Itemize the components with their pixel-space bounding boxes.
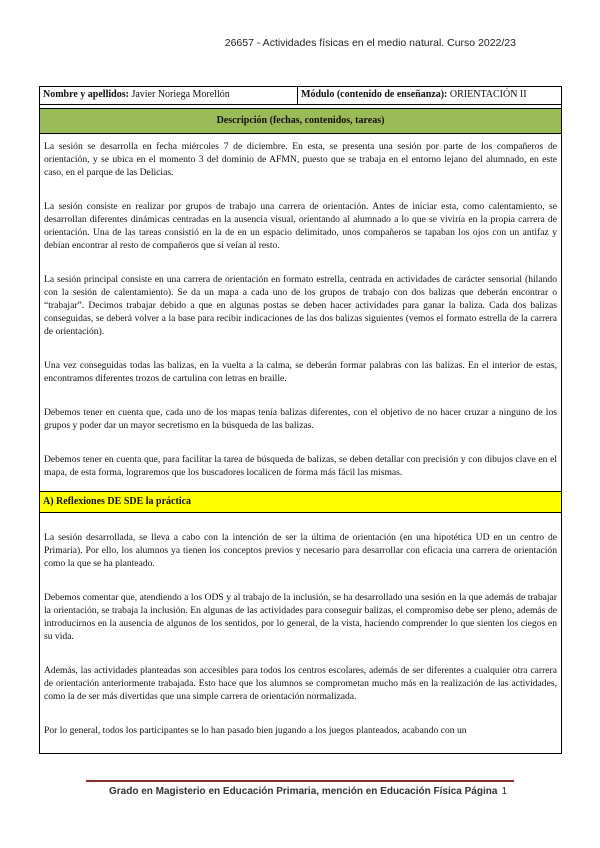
name-value: Javier Noriega Morellón: [131, 89, 230, 100]
description-paragraph: Debemos tener en cuenta que, para facilitar la tarea de búsqueda de balizas, se deben detallar con precisión y con dibujos clave en el mapa, de esta forma, lograremos que los buscadores localicen de forma más fácil las mismas.: [44, 454, 557, 478]
module-value: ORIENTACIÓN II: [449, 89, 527, 100]
description-title: Descripción (fechas, contenidos, tareas): [40, 109, 561, 134]
page-header: 26657 - Actividades físicas en el medio natural. Curso 2022/23: [224, 37, 516, 49]
reflections-title: A) Reflexiones DE SDE la práctica: [40, 491, 561, 513]
description-paragraph: La sesión consiste en realizar por grupos de trabajo una carrera de orientación. Antes de iniciar esta, como calentamiento, se desarrollan diferentes dinámicas centradas en la ausencia visual, orientando al alumnado a lo que se viviría en la propia carrera de orientación. Una de las tareas consistió en la de en un espacio delimitado, unos compañeros se tapaban los ojos con un antifaz y debían encontrar al resto de compañeros que sí veían al resto.: [44, 201, 557, 251]
footer-divider: [86, 780, 514, 782]
reflection-paragraph: Además, las actividades planteadas son accesibles para todos los centros escolares, además de ser diferentes a cualquier otra carrera de orientación anteriormente trabajada. Esto hace que los alumnos se comprometan mucho más en la realización de las actividades, como la de ser más divertidas que una simple carrera de orientación normalizada.: [44, 665, 557, 702]
description-paragraph: Debemos tener en cuenta que, cada uno de los mapas tenía balizas diferentes, con el objetivo de no hacer cruzar a ninguno de los grupos y poder dar un mayor secretismo en la búsqueda de las balizas.: [44, 407, 557, 431]
module-label: Módulo (contenido de enseñanza):: [301, 89, 448, 100]
session-table: [39, 86, 562, 754]
name-label: Nombre y apellidos:: [43, 89, 129, 100]
info-row: [40, 87, 561, 105]
page-number: 1: [501, 786, 507, 797]
reflection-paragraph: La sesión desarrollada, se lleva a cabo con la intención de ser la última de orientación (en una hipotética UD en un centro de Primaria). Por ello, los alumnos ya tienen los conceptos previos y necesario para desarrollar con eficacia una carrera de orientación como la que se ha planteado.: [44, 532, 557, 569]
description-body: [40, 134, 561, 479]
module-cell: [298, 87, 561, 104]
reflections-body: [40, 513, 561, 753]
description-paragraph: La sesión principal consiste en una carrera de orientación en formato estrella, centrada en actividades de carácter sensorial (hilando con la sesión de calentamiento). Se da un mapa a cada uno de los grupos de trabajo con dos balizas que deberán encontrar o “trabajar”. Decimos trabajar debido a que en algunas postas se deben hacer actividades para ganar la baliza. Cada dos balizas conseguidas, se deberá volver a la base para recibir indicaciones de las dos balizas siguientes (vemos el formato estrella de la carrera de orientación).: [44, 274, 557, 337]
page-footer: [87, 786, 507, 797]
reflection-paragraph: Por lo general, todos los participantes se lo han pasado bien jugando a los juegos planteados, acabando con un: [44, 725, 467, 736]
name-cell: [40, 87, 298, 104]
footer-text: Grado en Magisterio en Educación Primaria, mención en Educación Física Página: [108, 786, 498, 797]
reflection-paragraph: Debemos comentar que, atendiendo a los ODS y al trabajo de la inclusión, se ha desarrollado una sesión en la que además de trabajar la orientación, se trabaja la inclusión. En algunas de las actividades para conseguir balizas, el compromiso debe ser pleno, además de introducirnos en la ausencia de algunos de los sentidos, por lo general, de la vista, haciendo comprender lo que sienten los ciegos en su vida.: [44, 592, 557, 642]
description-paragraph: La sesión se desarrolla en fecha miércoles 7 de diciembre. En esta, se presenta una sesión por parte de los compañeros de orientación, y se ubica en el momento 3 del dominio de AFMN, puesto que se trabaja en el entorno lejano del alumnado, en este caso, en el parque de las Delicias.: [44, 141, 557, 178]
description-paragraph: Una vez conseguidas todas las balizas, en la vuelta a la calma, se deberán formar palabras con las balizas. En el interior de estas, encontramos diferentes trozos de cartulina con letras en braille.: [44, 360, 557, 384]
